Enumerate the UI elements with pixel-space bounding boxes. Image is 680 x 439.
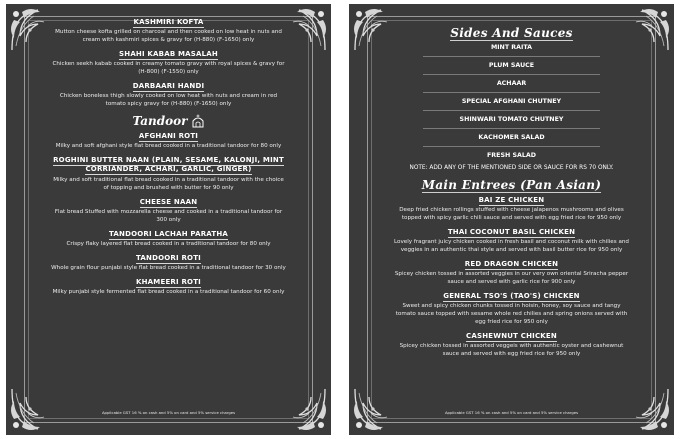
- item-description: Mutton cheese kofta grilled on charcoal and then cooked on low heat in nuts and cream with kashmiri spices & gravy for (H-880) (F-1650) only: [55, 29, 282, 43]
- item-title: SHAHI KABAB MASALAH: [119, 50, 218, 58]
- section-heading-tandoor: [50, 114, 287, 128]
- section-title-mains: Main Entrees (Pan Asian): [421, 178, 602, 192]
- menu-item: [393, 196, 630, 222]
- left-page-content: [50, 18, 287, 423]
- menu-item: [50, 50, 287, 76]
- side-item: SHINWARI TOMATO CHUTNEY: [459, 116, 564, 123]
- menu-item: [393, 228, 630, 254]
- tax-footer-note: Applicable GST 16 % on cash and 5% on card and 5% service charges: [101, 410, 236, 415]
- side-item: FRESH SALAD: [487, 152, 536, 159]
- item-description: Sweet and spicy chicken chunks tossed in hoisin, honey, soy sauce and tangy tomato sauce topped with sesame whole red chilies and spring onions served with egg fried rice for 950 only: [395, 303, 628, 325]
- side-item: SPECIAL AFGHANI CHUTNEY: [461, 98, 562, 105]
- side-item: KACHOMER SALAD: [478, 134, 545, 141]
- menu-item: [393, 332, 630, 358]
- item-description: Chicken seekh kabab cooked in creamy tomato gravy with royal spices & gravy for (H-800) (F-1550) only: [52, 61, 285, 75]
- item-description: Whole grain flour punjabi style flat bread cooked in a traditional tandoor for 30 only: [51, 265, 286, 271]
- menu-item: [50, 156, 287, 192]
- item-description: Milky and soft afghani style flat bread cooked in a traditional tandoor for 80 only: [55, 143, 282, 149]
- item-description: Crispy flaky layered flat bread cooked in a traditional tandoor for 80 only: [66, 241, 271, 247]
- right-page-content: [393, 26, 630, 423]
- tandoor-oven-icon: [191, 114, 205, 128]
- item-title: GENERAL TSO'S (TAO'S) CHICKEN: [443, 292, 580, 300]
- corner-ornament-icon: [8, 6, 54, 52]
- item-title: TANDOORI LACHAH PARATHA: [108, 230, 229, 238]
- item-title: ROGHINI BUTTER NAAN (PLAIN, SESAME, KALONJI, MINT CORRIANDER, ACHARI, GARLIC, GINGER): [53, 156, 284, 173]
- menu-item: [50, 132, 287, 150]
- item-title: KASHMIRI KOFTA: [133, 18, 204, 26]
- side-item: ACHAAR: [496, 80, 527, 87]
- corner-ornament-icon: [351, 6, 397, 52]
- menu-page-right: [349, 4, 674, 435]
- item-description: Chicken boneless thigh slowly cooked on low heat with nuts and cream in red tomato spicy gravy for (H-880) (F-1650) only: [59, 93, 278, 107]
- item-description: Milky and soft traditional flat bread cooked in a traditional tandoor with the choice of topping and brushed with butter for 90 only: [53, 177, 284, 191]
- menu-item: [50, 230, 287, 248]
- item-description: Lovely fragrant juicy chicken cooked in fresh basil and coconut milk with chilies and veggies in an authentic thai style and served with basil butter rice for 950 only: [394, 239, 629, 253]
- menu-item: [50, 254, 287, 272]
- item-description: Spicey chicken tossed in assorted veggeis with authentic oyster and cashewnut sauce and served with egg fried rice for 950 only: [399, 343, 624, 357]
- section-title: Tandoor: [132, 114, 188, 128]
- tax-footer-note: Applicable GST 16 % on cash and 5% on card and 5% service charges: [444, 410, 579, 415]
- divider: [423, 74, 600, 75]
- menu-item: [50, 278, 287, 296]
- divider: [423, 128, 600, 129]
- divider: [423, 92, 600, 93]
- item-description: Deep fried chicken rollings stuffed with cheese jalapenos mushrooms and olives topped with spicy garlic chili sauce and served with egg fried rice for 950 only: [399, 207, 624, 221]
- item-title: DARBAARI HANDI: [132, 82, 205, 90]
- divider: [423, 146, 600, 147]
- item-description: Milky punjabi style fermented flat bread cooked in a traditional tandoor for 60 only: [52, 289, 285, 295]
- menu-item: [393, 292, 630, 326]
- menu-item: [393, 260, 630, 286]
- menu-item: [50, 18, 287, 44]
- item-title: BAI ZE CHICKEN: [478, 196, 545, 204]
- sides-note: NOTE: ADD ANY OF THE MENTIONED SIDE OR SAUCE FOR RS 70 ONLY.: [409, 165, 614, 171]
- item-title: RED DRAGON CHICKEN: [464, 260, 559, 268]
- menu-page-left: [6, 4, 331, 435]
- item-description: Spicey chicken tossed in assorted veggies in our very own oriental Sriracha pepper sauce and served with garlic rice for 900 only: [394, 271, 629, 285]
- item-title: CHEESE NAAN: [139, 198, 198, 206]
- divider: [423, 110, 600, 111]
- item-title: KHAMEERI ROTI: [136, 278, 201, 286]
- item-title: THAI COCONUT BASIL CHICKEN: [447, 228, 576, 236]
- menu-item: [50, 82, 287, 108]
- section-title-sides: Sides And Sauces: [450, 26, 573, 40]
- divider: [423, 56, 600, 57]
- side-item: MINT RAITA: [490, 44, 533, 51]
- item-title: AFGHANI ROTI: [138, 132, 199, 140]
- corner-ornament-icon: [626, 6, 672, 52]
- item-description: Flat bread Stuffed with mozzarella cheese and cooked in a traditional tandoor for 300 only: [54, 209, 283, 223]
- menu-item: [50, 198, 287, 224]
- item-title: CASHEWNUT CHICKEN: [466, 332, 557, 340]
- item-title: TANDOORI ROTI: [136, 254, 201, 262]
- corner-ornament-icon: [283, 6, 329, 52]
- side-item: PLUM SAUCE: [488, 62, 535, 69]
